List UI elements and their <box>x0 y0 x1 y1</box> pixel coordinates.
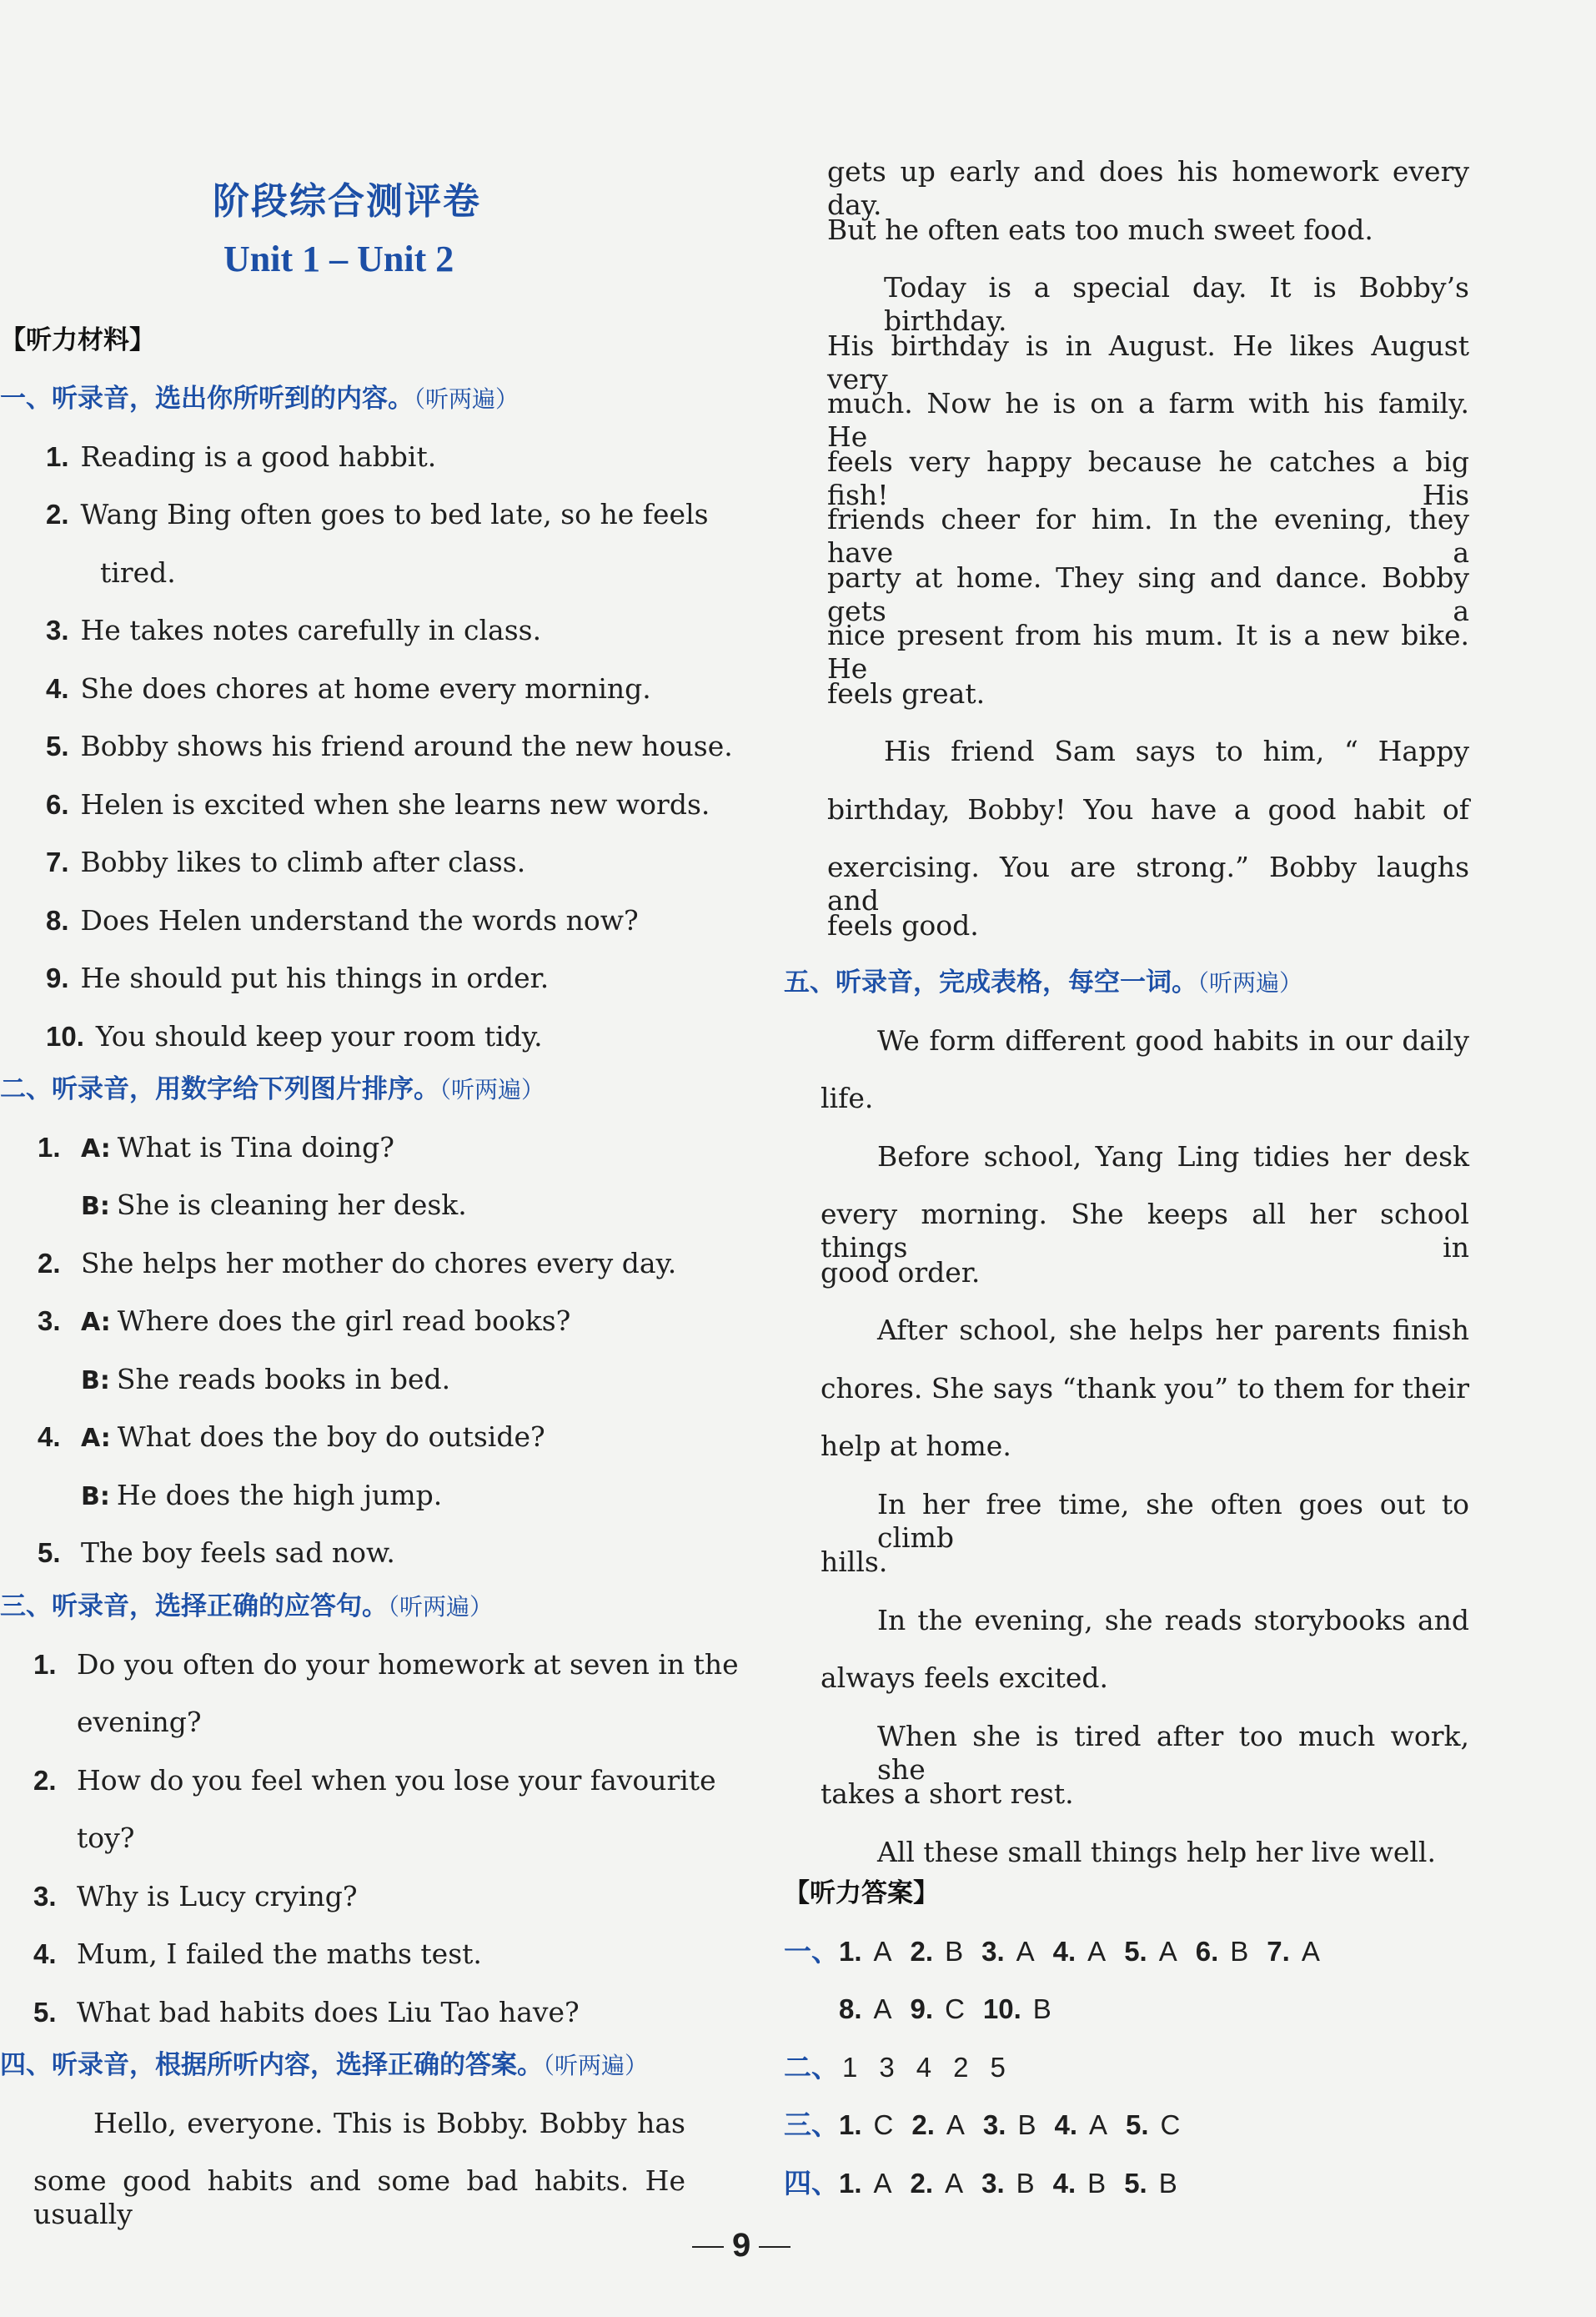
sec2-item-number: 5. <box>38 1537 61 1568</box>
answer-number: 4. <box>1052 2167 1077 2199</box>
sec2-item-text: She is cleaning her desk. <box>116 1189 467 1221</box>
sec4-passage-line: Today is a special day. It is Bobby’s birthday. <box>884 271 1469 337</box>
sec4-passage-line: But he often eats too much sweet food. <box>827 213 1373 246</box>
sec2-item-number: 3. <box>38 1305 61 1336</box>
sec1-item <box>46 614 541 647</box>
sec5-passage-line: takes a short rest. <box>821 1777 1074 1810</box>
sec3-item <box>33 1648 739 1681</box>
sec1-item-text: Bobby likes to climb after class. <box>80 846 526 878</box>
sec4-passage-line: exercising. You are strong.” Bobby laughs and <box>827 851 1469 917</box>
section2-heading <box>0 1073 545 1107</box>
sec3-item-text: evening? <box>77 1706 202 1738</box>
sec1-item-number: 7. <box>46 847 69 877</box>
answer-choice: A <box>946 2109 965 2140</box>
answer-choice: B <box>1230 1935 1249 1967</box>
answer-number: 7. <box>1267 1935 1290 1967</box>
sec4-passage-line: His friend Sam says to him, “ Happy <box>884 735 1469 767</box>
answer-section-index: 二、 <box>784 2050 839 2083</box>
section4-heading-note: （听两遍） <box>543 2052 649 2079</box>
sec4-passage-line: party at home. They sing and dance. Bobby gets a <box>827 560 1469 627</box>
section2-heading-text: 二、听录音，用数字给下列图片排序。 <box>0 1074 439 1104</box>
section5-heading-note: （听两遍） <box>1197 969 1303 997</box>
sec1-item <box>46 904 639 937</box>
sec3-item <box>33 1822 134 1855</box>
answer-number: 2. <box>910 1935 934 1967</box>
answer-choice: A <box>1087 1935 1107 1967</box>
sec5-passage-line: every morning. She keeps all her school things in <box>821 1198 1469 1264</box>
answer-choice: A <box>945 2167 964 2199</box>
speaker-label: B: <box>81 1481 110 1511</box>
sec3-item-number: 1. <box>33 1648 57 1680</box>
sec3-item <box>33 1996 580 2029</box>
sec5-passage-line: In her free time, she often goes out to climb <box>877 1487 1469 1554</box>
sec1-item-number: 3. <box>46 615 69 646</box>
sec2-item <box>38 1304 570 1339</box>
answer-choice: A <box>873 1993 892 2024</box>
sec1-item-text: Wang Bing often goes to bed late, so he feels <box>80 498 709 530</box>
sec1-item <box>46 1020 543 1053</box>
sec1-item <box>46 730 733 763</box>
answer-order-value: 1 <box>842 2051 858 2083</box>
sec1-item <box>46 846 525 879</box>
sec1-item-text: You should keep your room tidy. <box>95 1019 543 1053</box>
answer-choice: B <box>1016 2167 1035 2199</box>
materials-label: 【听力材料】 <box>0 325 155 355</box>
sec1-item <box>46 788 710 822</box>
sec3-item <box>33 1880 358 1913</box>
answer-choice: A <box>1016 1935 1035 1967</box>
answer-choice: B <box>1032 1993 1051 2024</box>
section1-heading-text: 一、听录音，选出你所听到的内容。 <box>0 384 414 414</box>
sec1-item <box>46 962 549 995</box>
sec4-passage-line: feels great. <box>827 676 986 710</box>
sec2-item <box>38 1189 467 1224</box>
sec1-item-text: Does Helen understand the words now? <box>80 903 639 937</box>
section4-heading-text: 四、听录音，根据所听内容，选择正确的答案。 <box>0 2050 543 2080</box>
sec3-item-number: 2. <box>33 1764 57 1796</box>
answer-order-value: 4 <box>916 2051 932 2083</box>
section1-heading <box>0 382 519 416</box>
sec1-item <box>46 498 709 531</box>
sec3-item-text: Why is Lucy crying? <box>77 1879 358 1912</box>
sec1-item-number: 2. <box>46 499 69 530</box>
sec2-item-text: The boy feels sad now. <box>81 1536 395 1569</box>
answer-choice: C <box>873 2109 894 2140</box>
sec2-item-text: What does the boy do outside? <box>117 1420 545 1453</box>
answer-order-value: 2 <box>953 2051 969 2083</box>
sec3-item <box>33 1764 716 1797</box>
answer-number: 1. <box>839 2167 862 2199</box>
answer-choice: C <box>945 1993 965 2024</box>
sec4-passage-line: friends cheer for him. In the evening, they have a <box>827 503 1469 569</box>
sec3-item-number: 5. <box>33 1996 57 2028</box>
speaker-label: B: <box>81 1365 110 1395</box>
answer-choice: B <box>1087 2167 1107 2199</box>
answer-choice: C <box>1160 2109 1181 2140</box>
sec1-item-text: tired. <box>100 555 176 589</box>
answer-number: 8. <box>839 1993 862 2024</box>
answer-number: 2. <box>911 2109 935 2140</box>
sec2-item-text: Where does the girl read books? <box>117 1304 571 1337</box>
sec1-item <box>46 672 651 706</box>
sec4-passage-line: much. Now he is on a farm with his family. He <box>827 387 1469 453</box>
sec3-item-number: 3. <box>33 1880 57 1912</box>
answer-choice: A <box>1301 1935 1320 1967</box>
answer-number: 5. <box>1124 1935 1147 1967</box>
sec1-item <box>46 440 436 474</box>
sec4-passage-line: Hello, everyone. This is Bobby. Bobby has <box>93 2106 685 2139</box>
sec1-item <box>46 556 176 590</box>
sec4-passage-line: nice present from his mum. It is a new bike. He <box>827 619 1469 685</box>
answer-order-value: 5 <box>990 2051 1006 2083</box>
speaker-label: B: <box>81 1192 110 1221</box>
sec2-item <box>38 1131 394 1166</box>
sec3-item <box>33 1938 482 1971</box>
answers-label: 【听力答案】 <box>784 1878 939 1908</box>
sec1-item-text: Bobby shows his friend around the new house. <box>80 730 733 762</box>
sec2-item-text: She helps her mother do chores every day. <box>81 1246 677 1279</box>
sec5-passage-line: All these small things help her live well. <box>877 1835 1436 1868</box>
answer-row <box>784 1935 1320 1968</box>
answer-choice: B <box>1017 2109 1036 2140</box>
sec5-passage-line: help at home. <box>821 1430 1011 1462</box>
answer-section-index: 一、 <box>784 1934 839 1968</box>
section2-heading-note: （听两遍） <box>439 1076 545 1103</box>
sec4-passage-line: feels very happy because he catches a big fish! His <box>827 445 1469 511</box>
sec5-passage-line: chores. She says “thank you” to them for their <box>821 1371 1469 1405</box>
sec1-item-text: Helen is excited when she learns new words. <box>80 787 710 821</box>
sec3-item-text: How do you feel when you lose your favourite <box>77 1763 716 1797</box>
sec4-passage-line: some good habits and some bad habits. He usually <box>33 2164 685 2230</box>
answer-number: 6. <box>1195 1935 1219 1967</box>
answer-choice: A <box>1089 2109 1108 2140</box>
section5-heading-text: 五、听录音，完成表格，每空一词。 <box>784 968 1197 998</box>
sec2-item-number: 1. <box>38 1131 61 1163</box>
sec5-passage-line: When she is tired after too much work, she <box>877 1719 1469 1786</box>
sec1-item-number: 5. <box>46 731 69 761</box>
answer-section-index: 三、 <box>784 2108 839 2141</box>
answer-number: 3. <box>982 2109 1006 2140</box>
section1-heading-note: （听两遍） <box>414 385 519 413</box>
sec3-item-text: Mum, I failed the maths test. <box>77 1938 482 1970</box>
sec2-item-text: What is Tina doing? <box>117 1130 394 1164</box>
answer-number: 1. <box>839 1935 862 1967</box>
page-number <box>684 2227 799 2264</box>
answer-choice: B <box>1158 2167 1177 2199</box>
sec3-item-text: What bad habits does Liu Tao have? <box>77 1995 580 2028</box>
answer-number: 9. <box>910 1993 934 2024</box>
section5-heading <box>784 966 1302 1000</box>
sec2-item <box>38 1247 676 1280</box>
sec1-item-text: He should put his things in order. <box>80 962 550 994</box>
answer-row <box>784 1993 1051 2026</box>
answer-section-index: 四、 <box>784 2166 839 2199</box>
answer-choice: A <box>873 1935 892 1967</box>
sec1-item-number: 10. <box>46 1020 84 1052</box>
answer-number: 1. <box>839 2109 862 2140</box>
sec1-item-number: 9. <box>46 962 69 993</box>
sec2-item-text: She reads books in bed. <box>116 1362 451 1395</box>
section3-heading-note: （听两遍） <box>388 1593 494 1621</box>
section4-heading <box>0 2048 648 2083</box>
sec1-item-number: 8. <box>46 904 69 936</box>
sec5-passage-line: We form different good habits in our daily <box>877 1023 1469 1057</box>
speaker-label: A: <box>81 1424 111 1453</box>
sec3-item-text: Do you often do your homework at seven in the <box>77 1647 739 1681</box>
sec4-passage-line: feels good. <box>827 908 979 942</box>
answer-choice: B <box>945 1935 964 1967</box>
answer-choice: A <box>873 2167 892 2199</box>
section3-heading <box>0 1590 493 1624</box>
sec5-passage-line: Before school, Yang Ling tidies her desk <box>877 1139 1469 1173</box>
section3-heading-text: 三、听录音，选择正确的应答句。 <box>0 1591 388 1621</box>
answer-number: 5. <box>1124 2167 1147 2199</box>
sec2-item-number: 2. <box>38 1247 61 1279</box>
answer-number: 10. <box>982 1993 1021 2024</box>
answer-row <box>784 2108 1180 2142</box>
sec2-item <box>38 1479 442 1514</box>
sec1-item-text: Reading is a good habbit. <box>80 440 437 473</box>
sec2-item <box>38 1536 395 1570</box>
sec4-passage-line: birthday, Bobby! You have a good habit of <box>827 792 1469 826</box>
answer-row <box>784 2167 1177 2200</box>
page-dash-left <box>692 2246 724 2248</box>
sec5-passage-line: After school, she helps her parents finish <box>877 1314 1469 1346</box>
page-title-en: Unit 1 – Unit 2 <box>223 239 454 279</box>
sec5-passage-line: good order. <box>821 1255 981 1289</box>
answer-number: 4. <box>1052 1935 1077 1967</box>
speaker-label: A: <box>81 1308 111 1337</box>
sec5-passage-line: life. <box>821 1082 874 1114</box>
sec5-passage-line: In the evening, she reads storybooks and <box>877 1603 1469 1636</box>
sec1-item-text: He takes notes carefully in class. <box>80 614 542 646</box>
sec5-passage-line: hills. <box>821 1546 888 1578</box>
sec1-item-number: 1. <box>46 440 69 472</box>
sec2-item-text: He does the high jump. <box>116 1478 443 1511</box>
sec2-item <box>38 1363 450 1398</box>
sec3-item-number: 4. <box>33 1938 57 1969</box>
sec1-item-number: 6. <box>46 788 69 820</box>
sec5-passage-line: always feels excited. <box>821 1661 1109 1694</box>
sec4-passage-line: His birthday is in August. He likes August very <box>827 329 1469 395</box>
page-title-cn: 阶段综合测评卷 <box>213 180 481 223</box>
sec3-item <box>33 1706 202 1739</box>
speaker-label: A: <box>81 1133 111 1164</box>
answer-number: 3. <box>981 2167 1005 2199</box>
sec1-item-text: She does chores at home every morning. <box>80 671 651 705</box>
answer-order-value: 3 <box>879 2051 895 2083</box>
answer-choice: A <box>1158 1935 1177 1967</box>
sec1-item-number: 4. <box>46 672 69 704</box>
sec3-item-text: toy? <box>77 1822 135 1854</box>
answer-number: 3. <box>981 1935 1005 1967</box>
answer-number: 2. <box>910 2167 934 2199</box>
answer-number: 4. <box>1054 2109 1077 2140</box>
sec2-item <box>38 1420 545 1455</box>
answer-row <box>784 2051 1006 2084</box>
sec2-item-number: 4. <box>38 1421 61 1452</box>
page-number-text: 9 <box>732 2227 751 2264</box>
sec4-passage-line: gets up early and does his homework every day. <box>827 155 1469 221</box>
page-dash-right <box>759 2246 790 2248</box>
answer-number: 5. <box>1126 2109 1149 2140</box>
